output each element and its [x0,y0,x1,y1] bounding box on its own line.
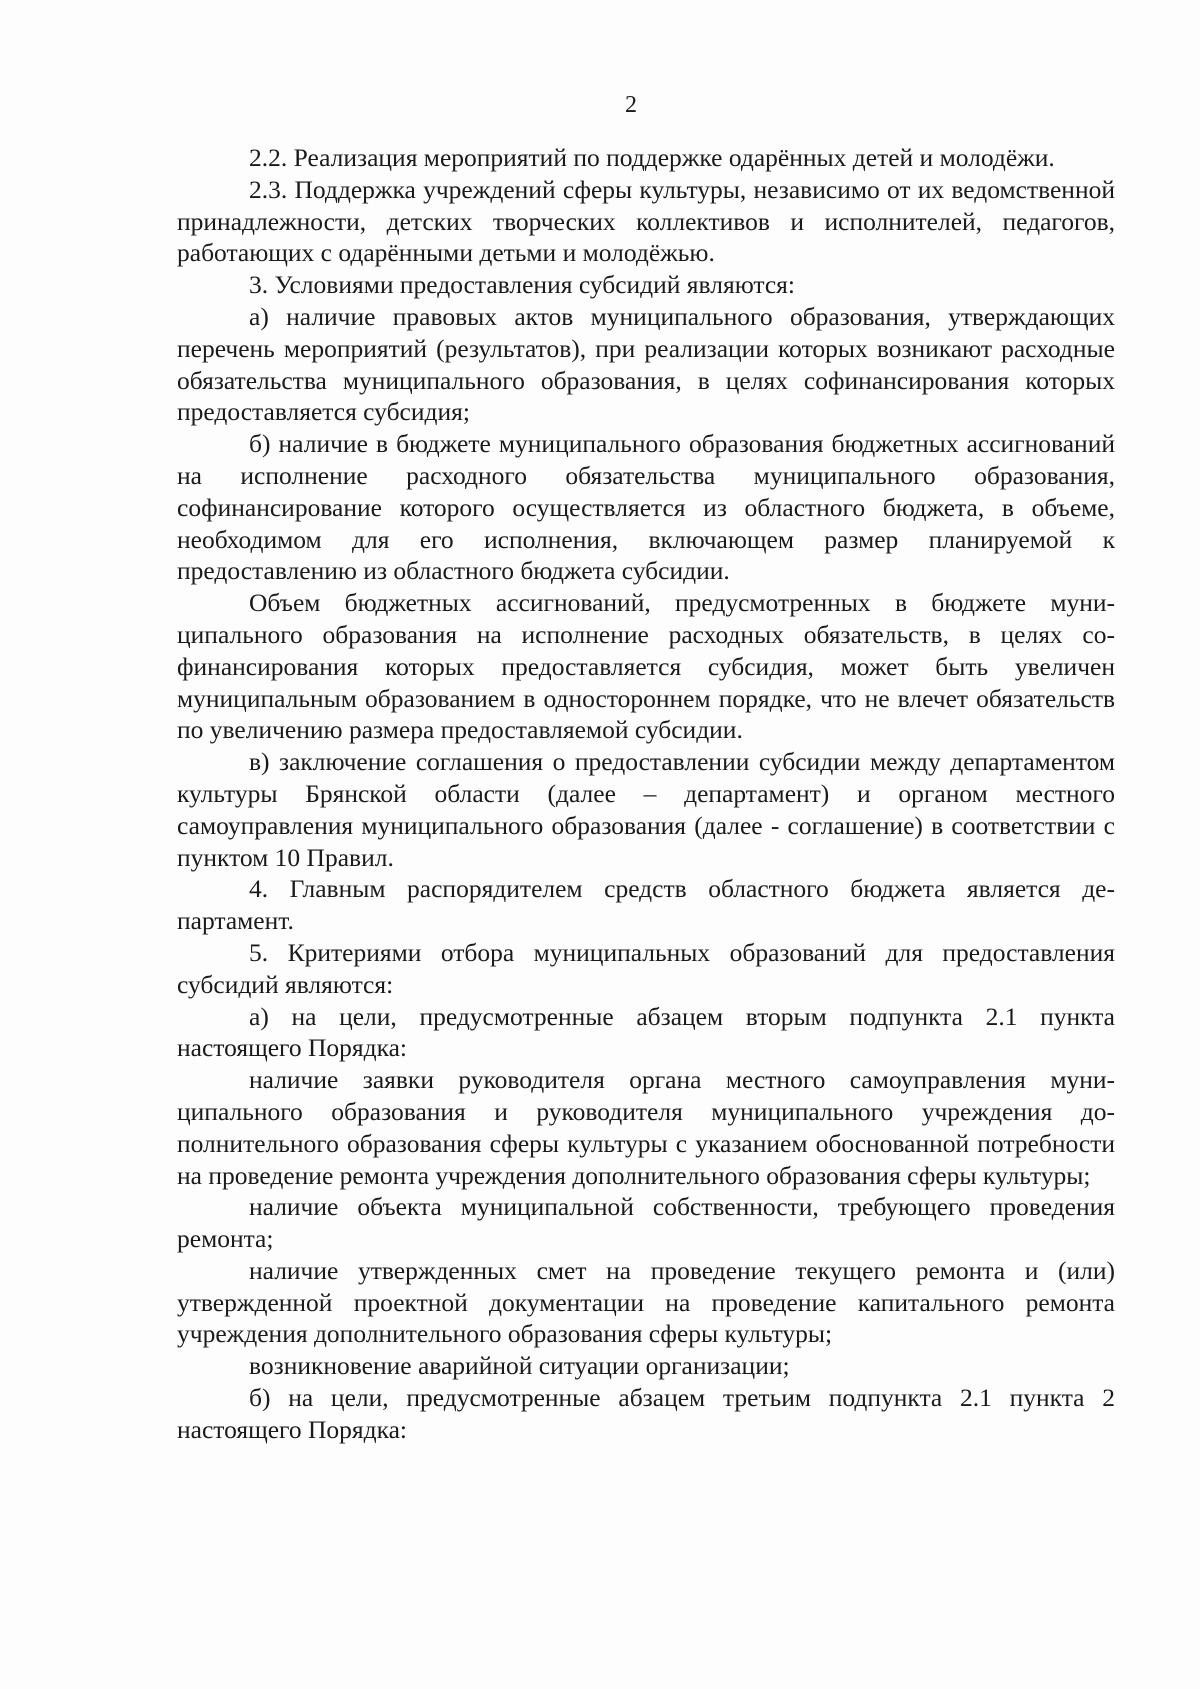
document-body [177,142,1115,1446]
paragraph-5a-estimates: наличие утвержденных смет на проведение текущего ремонта и (или) утвержденной проектной документации на проведение капитального ремонта учреждения дополнительного образования сферы культуры; [177,1255,1115,1349]
paragraph-5a-property: наличие объекта муниципальной собственности, требующего проведения ремонта; [177,1192,1115,1254]
paragraph-3: 3. Условиями предоставления субсидий являются: [249,270,795,300]
paragraph-3v: в) заключение соглашения о предоставлении субсидии между департаментом культуры Брянской области (далее – департамент) и органом местного самоуправления муниципального образования (далее - соглашение) в соответствии с пунктом 10 Правил. [177,747,1115,872]
paragraph-5a-application: наличие заявки руководителя органа местного самоуправления муниципального образования и руководителя муниципального учреждения дополнительного образования сферы культуры с указанием обоснованной потребности на проведение ремонта учреждения дополнительного образования сферы культуры; [177,1065,1115,1190]
paragraph-budget-volume: Объем бюджетных ассигнований, предусмотренных в бюджете муниципального образования на исполнение расходных обязательств, в целях софинансирования которых предоставляется субсидия, может быть увеличен муниципальным образованием в одностороннем порядке, что не влечет обязательств по увеличению размера предоставляемой субсидии. [177,588,1115,745]
paragraph-2-2: 2.2. Реализация мероприятий по поддержке одарённых детей и молодёжи. [249,143,1055,172]
paragraph-2-3: 2.3. Поддержка учреждений сферы культуры, независимо от их ведомственной принадлежности, детских творческих коллективов и исполнителей, педагогов, работающих с одарёнными детьми и молодёжью. [177,174,1115,268]
page-number: 2 [625,92,637,118]
paragraph-3b: б) наличие в бюджете муниципального образования бюджетных ассигнований на исполнение расходного обязательства муниципального образования, софинансирование которого осуществляется из областного бюджета, в объеме, необходимом для его исполнения, включающем размер планируемой к предоставлению из областного бюджета субсидии. [177,429,1115,586]
paragraph-5a-emergency: возникновение аварийной ситуации организации; [249,1351,790,1381]
paragraph-5a: а) на цели, предусмотренные абзацем вторым подпункта 2.1 пункта настоящего Порядка: [177,1001,1115,1063]
paragraph-5: 5. Критериями отбора муниципальных образований для предоставления субсидий являются: [177,937,1115,999]
paragraph-5b: б) на цели, предусмотренные абзацем третьим подпункта 2.1 пункта 2 настоящего Порядка: [177,1383,1115,1444]
paragraph-3a: а) наличие правовых актов муниципального образования, утверждающих перечень мероприятий (результатов), при реализации которых возникают расходные обязательства муниципального образования, в целях софинансирования которых предоставляется субсидия; [177,301,1115,427]
paragraph-4: 4. Главным распорядителем средств областного бюджета является департамент. [177,874,1115,936]
